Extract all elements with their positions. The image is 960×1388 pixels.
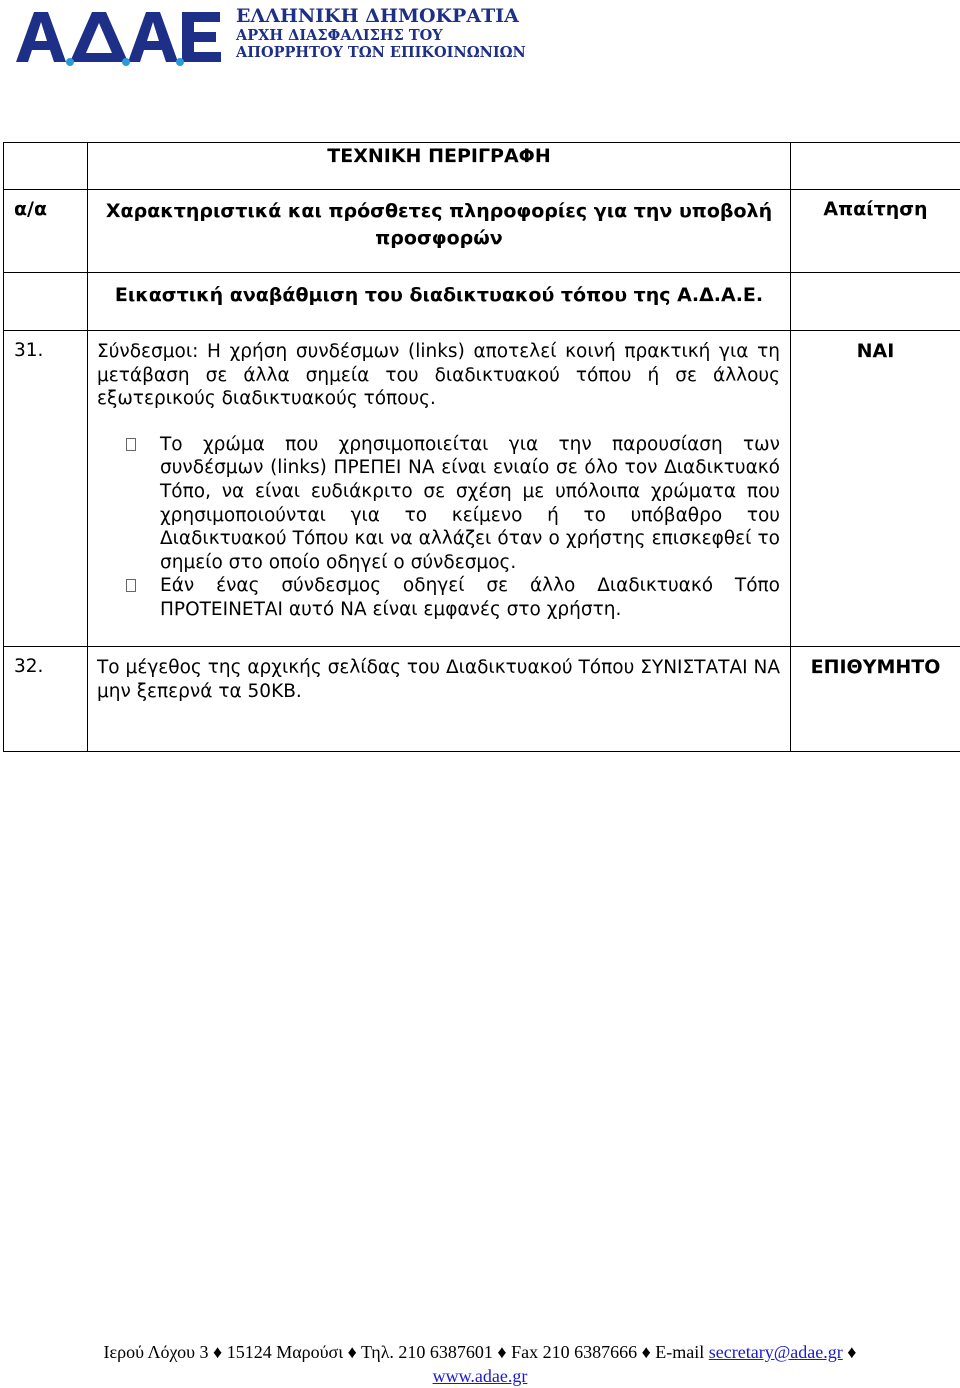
footer-address: Ιερού Λόχου 3 ♦ 15124 Μαρούσι ♦ Τηλ. 210 6387601 ♦ Fax 210 6387666 ♦ E-mail xyxy=(103,1342,709,1362)
bullet-list xyxy=(97,433,780,622)
row-text: Σύνδεσμοι: Η χρήση συνδέσμων (links) αποτελεί κοινή πρακτική για τη μετάβαση σε άλλα σημεία του διαδικτυακού τόπου ή σε άλλους εξωτερικούς διαδικτυακούς τόπους. xyxy=(97,341,780,410)
row-requirement: ΝΑΙ xyxy=(791,331,960,647)
title-right-cell xyxy=(791,143,960,190)
page-header xyxy=(0,0,960,80)
title-row xyxy=(4,143,960,190)
section-left-cell xyxy=(4,273,88,331)
table-row xyxy=(4,647,960,752)
header-row xyxy=(4,190,960,273)
table-title: ΤΕΧΝΙΚΗ ΠΕΡΙΓΡΑΦΗ xyxy=(88,143,791,190)
section-right-cell xyxy=(791,273,960,331)
row-description xyxy=(88,647,791,752)
row-number: 32. xyxy=(4,647,88,752)
footer-contact-line xyxy=(0,1340,960,1364)
bullet-box-icon xyxy=(126,438,136,451)
bullet-text: Εάν ένας σύνδεσμος οδηγεί σε άλλο Διαδικτυακό Τόπο ΠΡΟΤΕΙΝΕΤΑΙ αυτό ΝΑ είναι εμφανές στο χρήστη. xyxy=(160,575,780,620)
page-footer xyxy=(0,1340,960,1388)
bullet-text: Το χρώμα που χρησιμοποιείται για την παρουσίαση των συνδέσμων (links) ΠΡΕΠΕΙ ΝΑ είναι ενιαίο σε όλο τον Διαδικτυακό Τόπο, να είναι ευδιάκριτο σε σχέση με υπόλοιπα χρώματα που χρησιμοποιούνται για το κείμενο ή το υπόβαθρο του Διαδικτυακού Τόπου και να αλλάζει όταν ο χρήστης επισκεφθεί το σημείο στο οποίο οδηγεί ο σύνδεσμος. xyxy=(160,433,780,573)
row-description xyxy=(88,331,791,647)
row-text: Το μέγεθος της αρχικής σελίδας του Διαδικτυακού Τόπου ΣΥΝΙΣΤΑΤΑΙ ΝΑ μην ξεπερνά τα 50KB. xyxy=(97,657,780,702)
organization-name xyxy=(236,6,526,61)
row-number: 31. xyxy=(4,331,88,647)
section-row xyxy=(4,273,960,331)
list-item xyxy=(160,574,780,621)
adae-logo xyxy=(14,4,224,66)
column-header-aa: α/α xyxy=(4,190,88,273)
email-link[interactable]: secretary@adae.gr xyxy=(708,1342,843,1362)
row-requirement: ΕΠΙΘΥΜΗΤΟ xyxy=(791,647,960,752)
column-header-characteristics: Χαρακτηριστικά και πρόσθετες πληροφορίες για την υποβολή προσφορών xyxy=(88,190,791,273)
section-title: Εικαστική αναβάθμιση του διαδικτυακού τόπου της Α.Δ.Α.Ε. xyxy=(88,273,791,331)
bullet-box-icon xyxy=(126,579,136,592)
org-line-1: ΕΛΛΗΝΙΚΗ ΔΗΜΟΚΡΑΤΙΑ xyxy=(236,5,519,27)
org-line-3: ΑΠΟΡΡΗΤΟΥ ΤΩΝ ΕΠΙΚΟΙΝΩΝΙΩΝ xyxy=(236,43,526,61)
title-left-cell xyxy=(4,143,88,190)
org-line-2: ΑΡΧΗ ΔΙΑΣΦΑΛΙΣΗΣ ΤΟΥ xyxy=(236,26,443,44)
column-header-requirement: Απαίτηση xyxy=(791,190,960,273)
website-link[interactable]: www.adae.gr xyxy=(432,1366,528,1386)
technical-spec-table xyxy=(3,142,960,752)
footer-website-line xyxy=(0,1364,960,1388)
table-row xyxy=(4,331,960,647)
list-item xyxy=(160,433,780,575)
footer-separator: ♦ xyxy=(842,1342,857,1362)
